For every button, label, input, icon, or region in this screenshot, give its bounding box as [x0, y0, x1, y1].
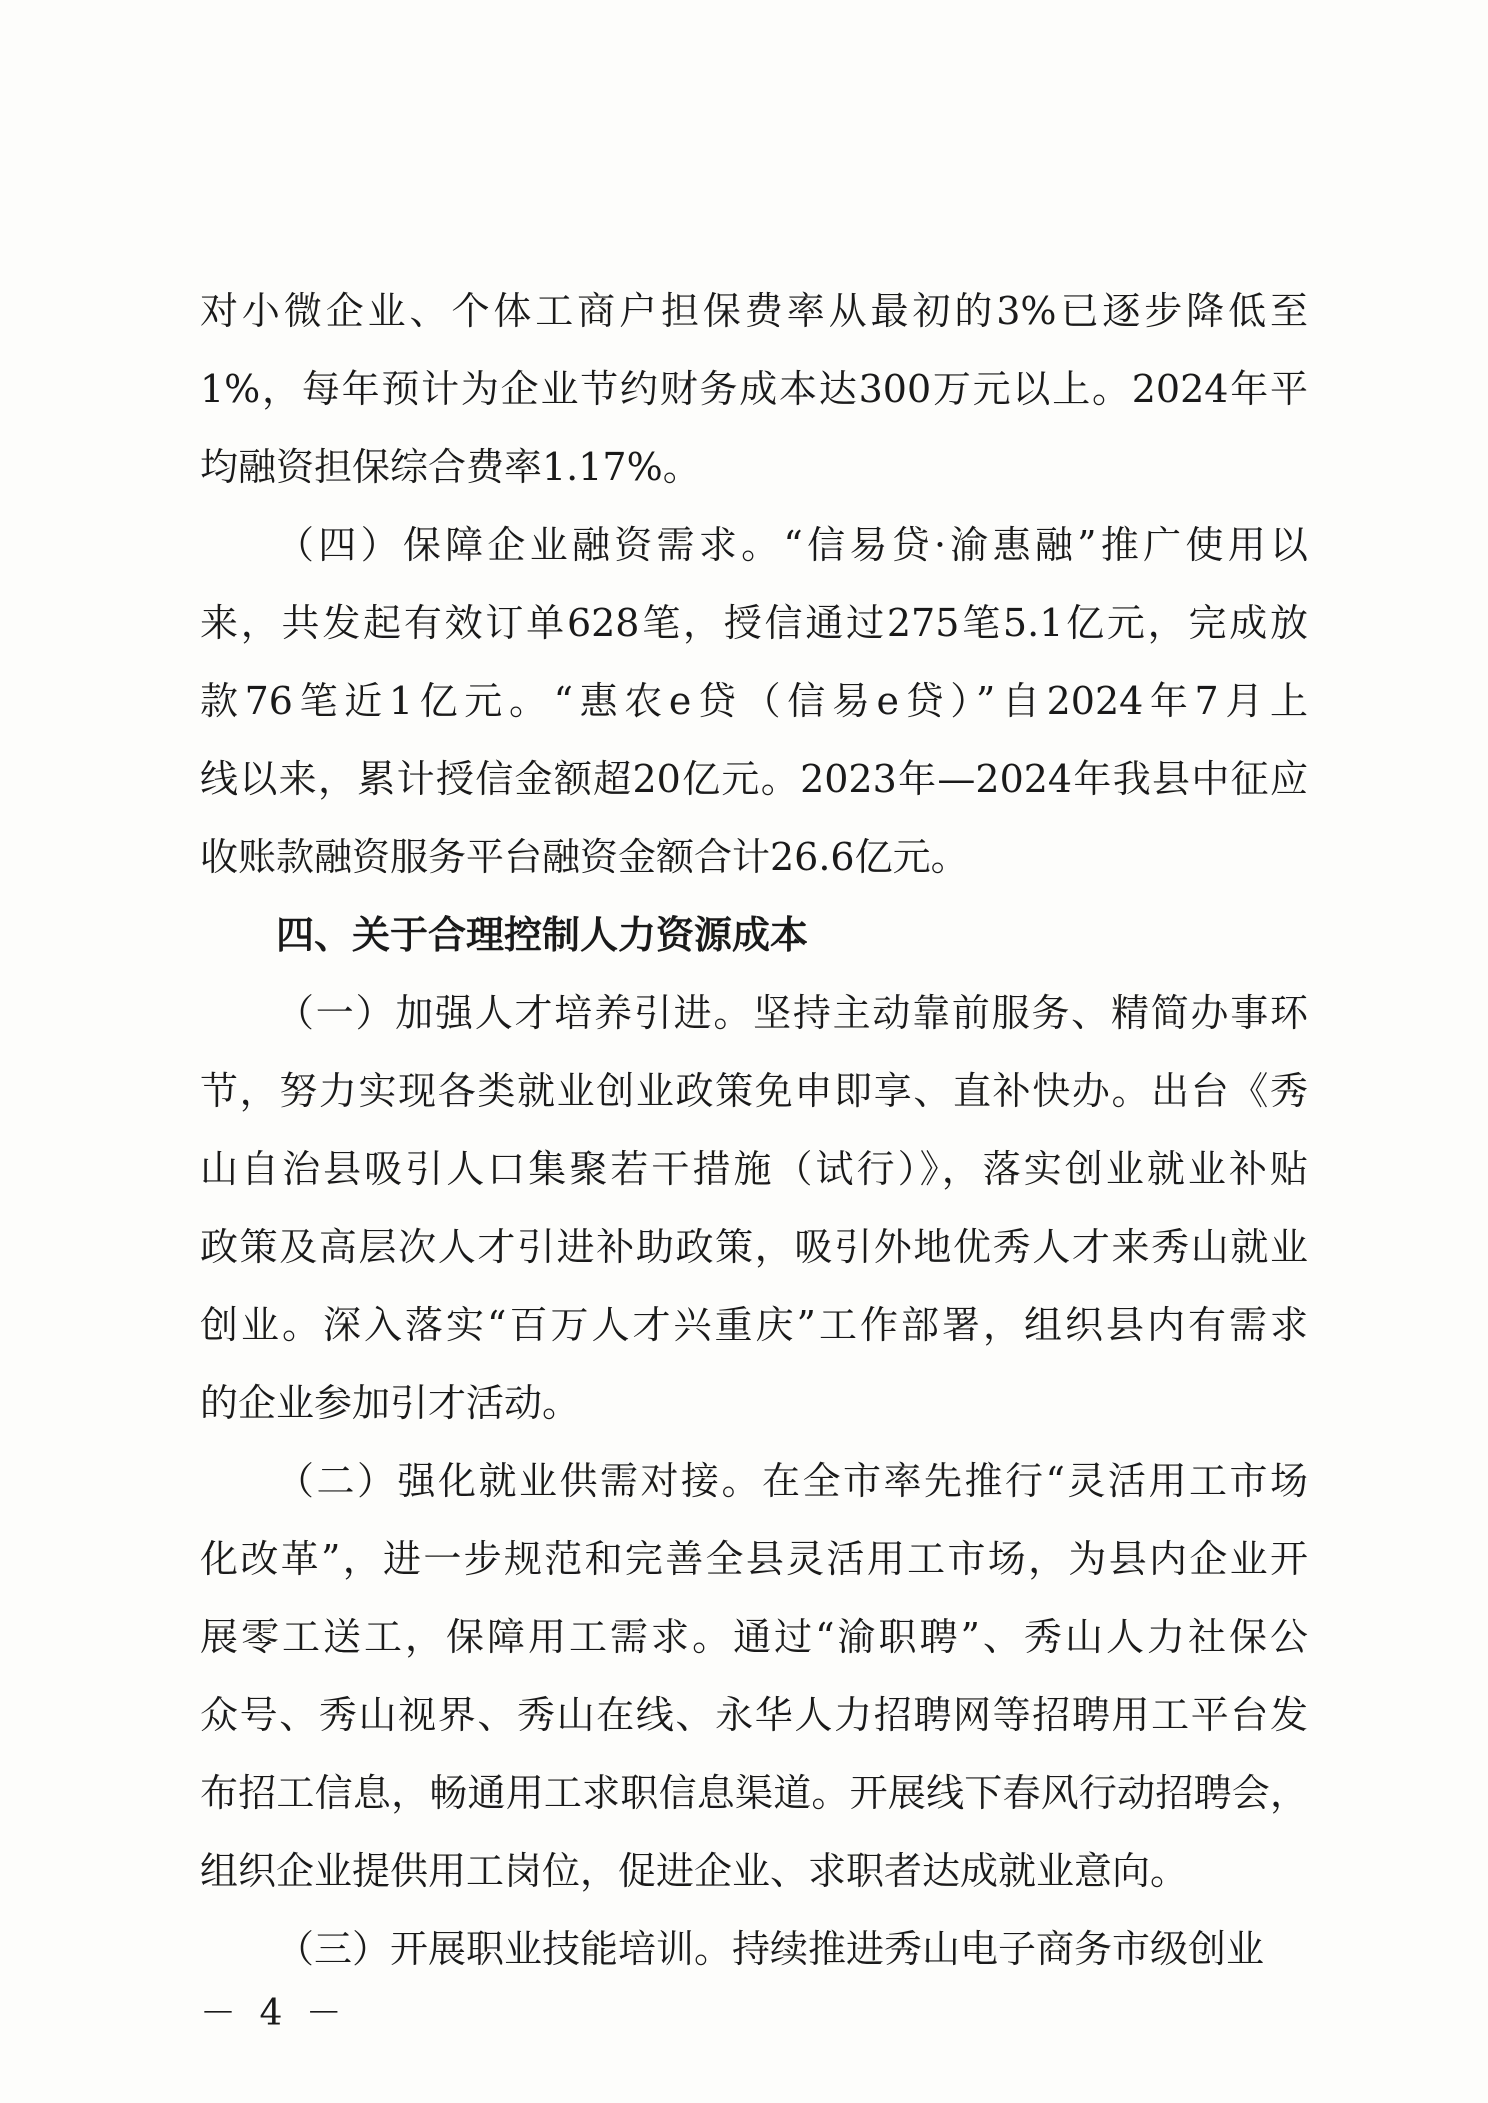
subsection-lead: （二）强化就业供需对接。	[276, 1459, 763, 1503]
paragraph-line	[200, 1364, 1308, 1442]
line-text: 坚持主动靠前服务、精简办事环	[753, 991, 1308, 1035]
paragraph-line	[200, 1286, 1308, 1364]
paragraph-line	[200, 1130, 1308, 1208]
line-text: 对小微企业、个体工商户担保费率从最初的3%已逐步降低至	[200, 289, 1308, 333]
paragraph-line	[200, 1208, 1308, 1286]
heading-text: 四、关于合理控制人力资源成本	[276, 913, 809, 957]
line-text: 展零工送工，保障用工需求。通过“渝职聘”、秀山人力社保公	[200, 1615, 1308, 1659]
paragraph-line	[200, 272, 1308, 350]
page-number: － 4 －	[200, 1993, 348, 2034]
paragraph-line	[200, 584, 1308, 662]
body-text	[200, 272, 1308, 1988]
line-text: 持续推进秀山电子商务市级创业	[732, 1927, 1265, 1971]
line-text: 组织企业提供用工岗位，促进企业、求职者达成就业意向。	[200, 1849, 1189, 1893]
line-text: 众号、秀山视界、秀山在线、永华人力招聘网等招聘用工平台发	[200, 1693, 1308, 1737]
paragraph-line	[200, 428, 1308, 506]
line-text: 在全市率先推行“灵活用工市场	[762, 1459, 1308, 1503]
line-text: 化改革”，进一步规范和完善全县灵活用工市场，为县内企业开	[200, 1537, 1308, 1581]
line-text: 来，共发起有效订单628笔，授信通过275笔5.1亿元，完成放	[200, 601, 1308, 645]
paragraph-line	[200, 1598, 1308, 1676]
line-text: 创业。深入落实“百万人才兴重庆”工作部署，组织县内有需求	[200, 1303, 1308, 1347]
paragraph-line	[200, 818, 1308, 896]
line-text: 款76笔近1亿元。“惠农e贷（信易e贷）”自2024年7月上	[200, 679, 1308, 723]
paragraph-line	[200, 1832, 1308, 1910]
line-text: 线以来，累计授信金额超20亿元。2023年—2024年我县中征应	[200, 757, 1308, 801]
line-text: 政策及高层次人才引进补助政策，吸引外地优秀人才来秀山就业	[200, 1225, 1308, 1269]
line-text: 节，努力实现各类就业创业政策免申即享、直补快办。出台《秀	[200, 1069, 1308, 1113]
paragraph-line	[200, 1442, 1308, 1520]
paragraph-line	[200, 1754, 1308, 1832]
paragraph-line	[200, 350, 1308, 428]
line-text: 1%，每年预计为企业节约财务成本达300万元以上。2024年平	[200, 367, 1308, 411]
paragraph-line	[200, 506, 1308, 584]
paragraph-line	[200, 1052, 1308, 1130]
subsection-lead: （三）开展职业技能培训。	[276, 1927, 733, 1971]
paragraph-line	[200, 740, 1308, 818]
paragraph-line	[200, 662, 1308, 740]
line-text: 均融资担保综合费率1.17%。	[200, 445, 701, 489]
subsection-lead: （四）保障企业融资需求。	[276, 523, 784, 567]
paragraph-line	[200, 1676, 1308, 1754]
line-text: 收账款融资服务平台融资金额合计26.6亿元。	[200, 835, 969, 879]
line-text: 山自治县吸引人口集聚若干措施（试行）》，落实创业就业补贴	[200, 1147, 1308, 1191]
line-text: “信易贷·渝惠融”推广使用以	[783, 523, 1308, 567]
paragraph-line	[200, 1910, 1308, 1988]
line-text: 布招工信息，畅通用工求职信息渠道。开展线下春风行动招聘会，	[200, 1771, 1308, 1815]
line-text: 的企业参加引才活动。	[200, 1381, 581, 1425]
paragraph-line	[200, 974, 1308, 1052]
section-heading	[200, 896, 1308, 974]
paragraph-line	[200, 1520, 1308, 1598]
subsection-lead: （一）加强人才培养引进。	[276, 991, 754, 1035]
